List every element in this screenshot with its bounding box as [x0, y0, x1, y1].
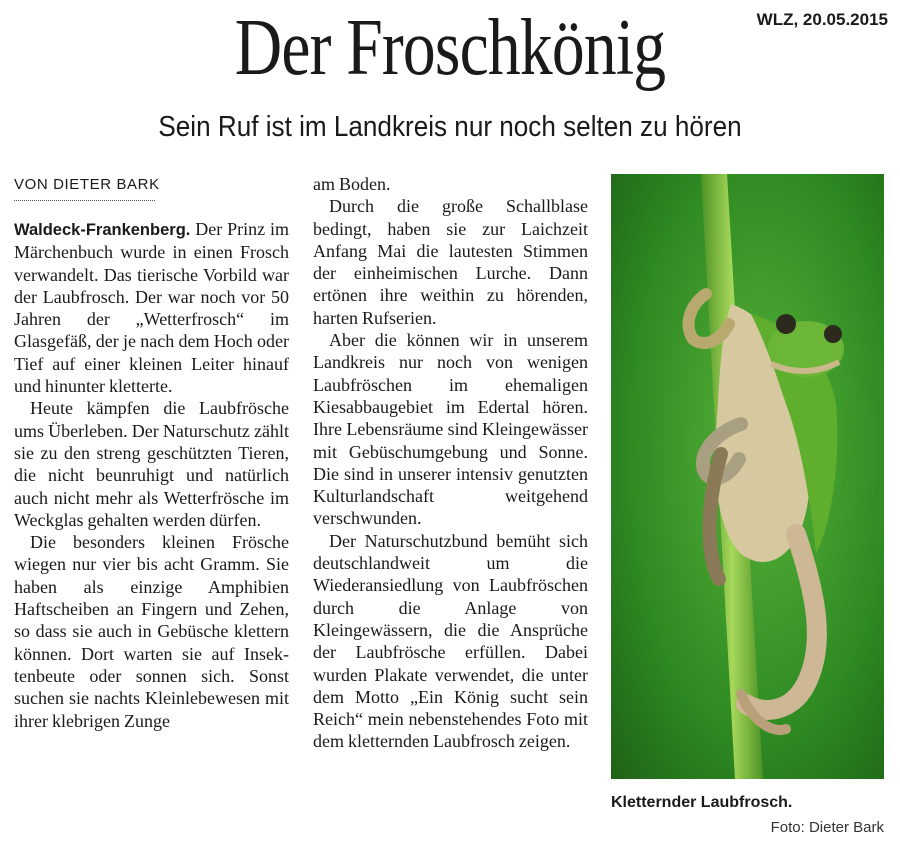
frog-photo: [611, 174, 884, 779]
frog-eye-left: [776, 314, 796, 334]
paragraph: Heute kämpfen die Laubfrösche ums Überleben. Der Naturschutz zählt sie zu den streng geschützten Tieren, die nicht beunruhigt und natürlich auch nicht mehr als Wetterfrösche im Weckglas gehalten werden dürfen.: [14, 398, 289, 530]
tree-frog-illustration: [611, 174, 884, 779]
paragraph: Durch die große Schallblase bedingt, haben sie zur Laichzeit Anfang Mai die lautesten Stimmen der einheimischen Lurche. Dann ertönen ihre weithin zu hörenden, harten Rufserien.: [313, 196, 588, 328]
byline-rule: [14, 200, 155, 201]
subheadline: Sein Ruf ist im Landkreis nur noch selten zu hören: [158, 111, 742, 143]
paragraph: Die besonders kleinen Frösche wiegen nur vier bis acht Gramm. Sie haben als einzige Amphibien Haftscheiben an Fingern und Zehen, so dass sie auch in Gebüsche klettern können. Dort warten sie auf Insektenbeute oder sonnen sich. Sonst suchen sie nachts Kleinlebewesen mit ihrer klebrigen Zunge: [14, 532, 289, 731]
frog-eye-right: [824, 325, 842, 343]
source-date: WLZ, 20.05.2015: [756, 10, 888, 29]
photo-credit: Foto: Dieter Bark: [770, 819, 884, 836]
paragraph: Aber die können wir in unserem Landkreis nur noch von wenigen Laubfröschen im ehemaligen Kiesabbaugebiet im Edertal hören. Ihre Lebensräume sind Kleingewässer mit Gebüschumgebung und Sonne. Die sind in unserer intensiv genutzten Kulturlandschaft weitgehend verschwunden.: [313, 330, 588, 529]
dateline: Waldeck-Frankenberg.: [14, 221, 191, 239]
headline: Der Froschkönig: [234, 4, 666, 92]
paragraph-text: Der Prinz im Märchenbuch wurde in einen Frosch verwandelt. Das tierische Vorbild war der Laubfrosch. Der war noch vor 50 Jahren der „Wetterfrosch“ im Glasgefäß, der je nach dem Hoch oder Tief auf einer kleinen Leiter hinauf und hinunter kletterte.: [14, 219, 289, 397]
byline: VON DIETER BARK: [14, 176, 160, 193]
article-column-1: [14, 218, 289, 732]
paragraph: Der Naturschutzbund bemüht sich deutschlandweit um die Wiederansiedlung von Laubfröschen durch die Anlage von Kleingewässern, die die Ansprüche der Laubfrösche erfüllen. Dabei wurden Plakate verwendet, die unter dem Motto „Ein König sucht sein Reich“ mein nebenstehendes Foto mit dem kletternden Laubfrosch zeigen.: [313, 530, 588, 752]
paragraph: am Boden.: [313, 174, 391, 194]
paragraph: [14, 218, 289, 397]
photo-caption: Kletternder Laubfrosch.: [611, 794, 793, 811]
article-column-2: [313, 173, 588, 753]
